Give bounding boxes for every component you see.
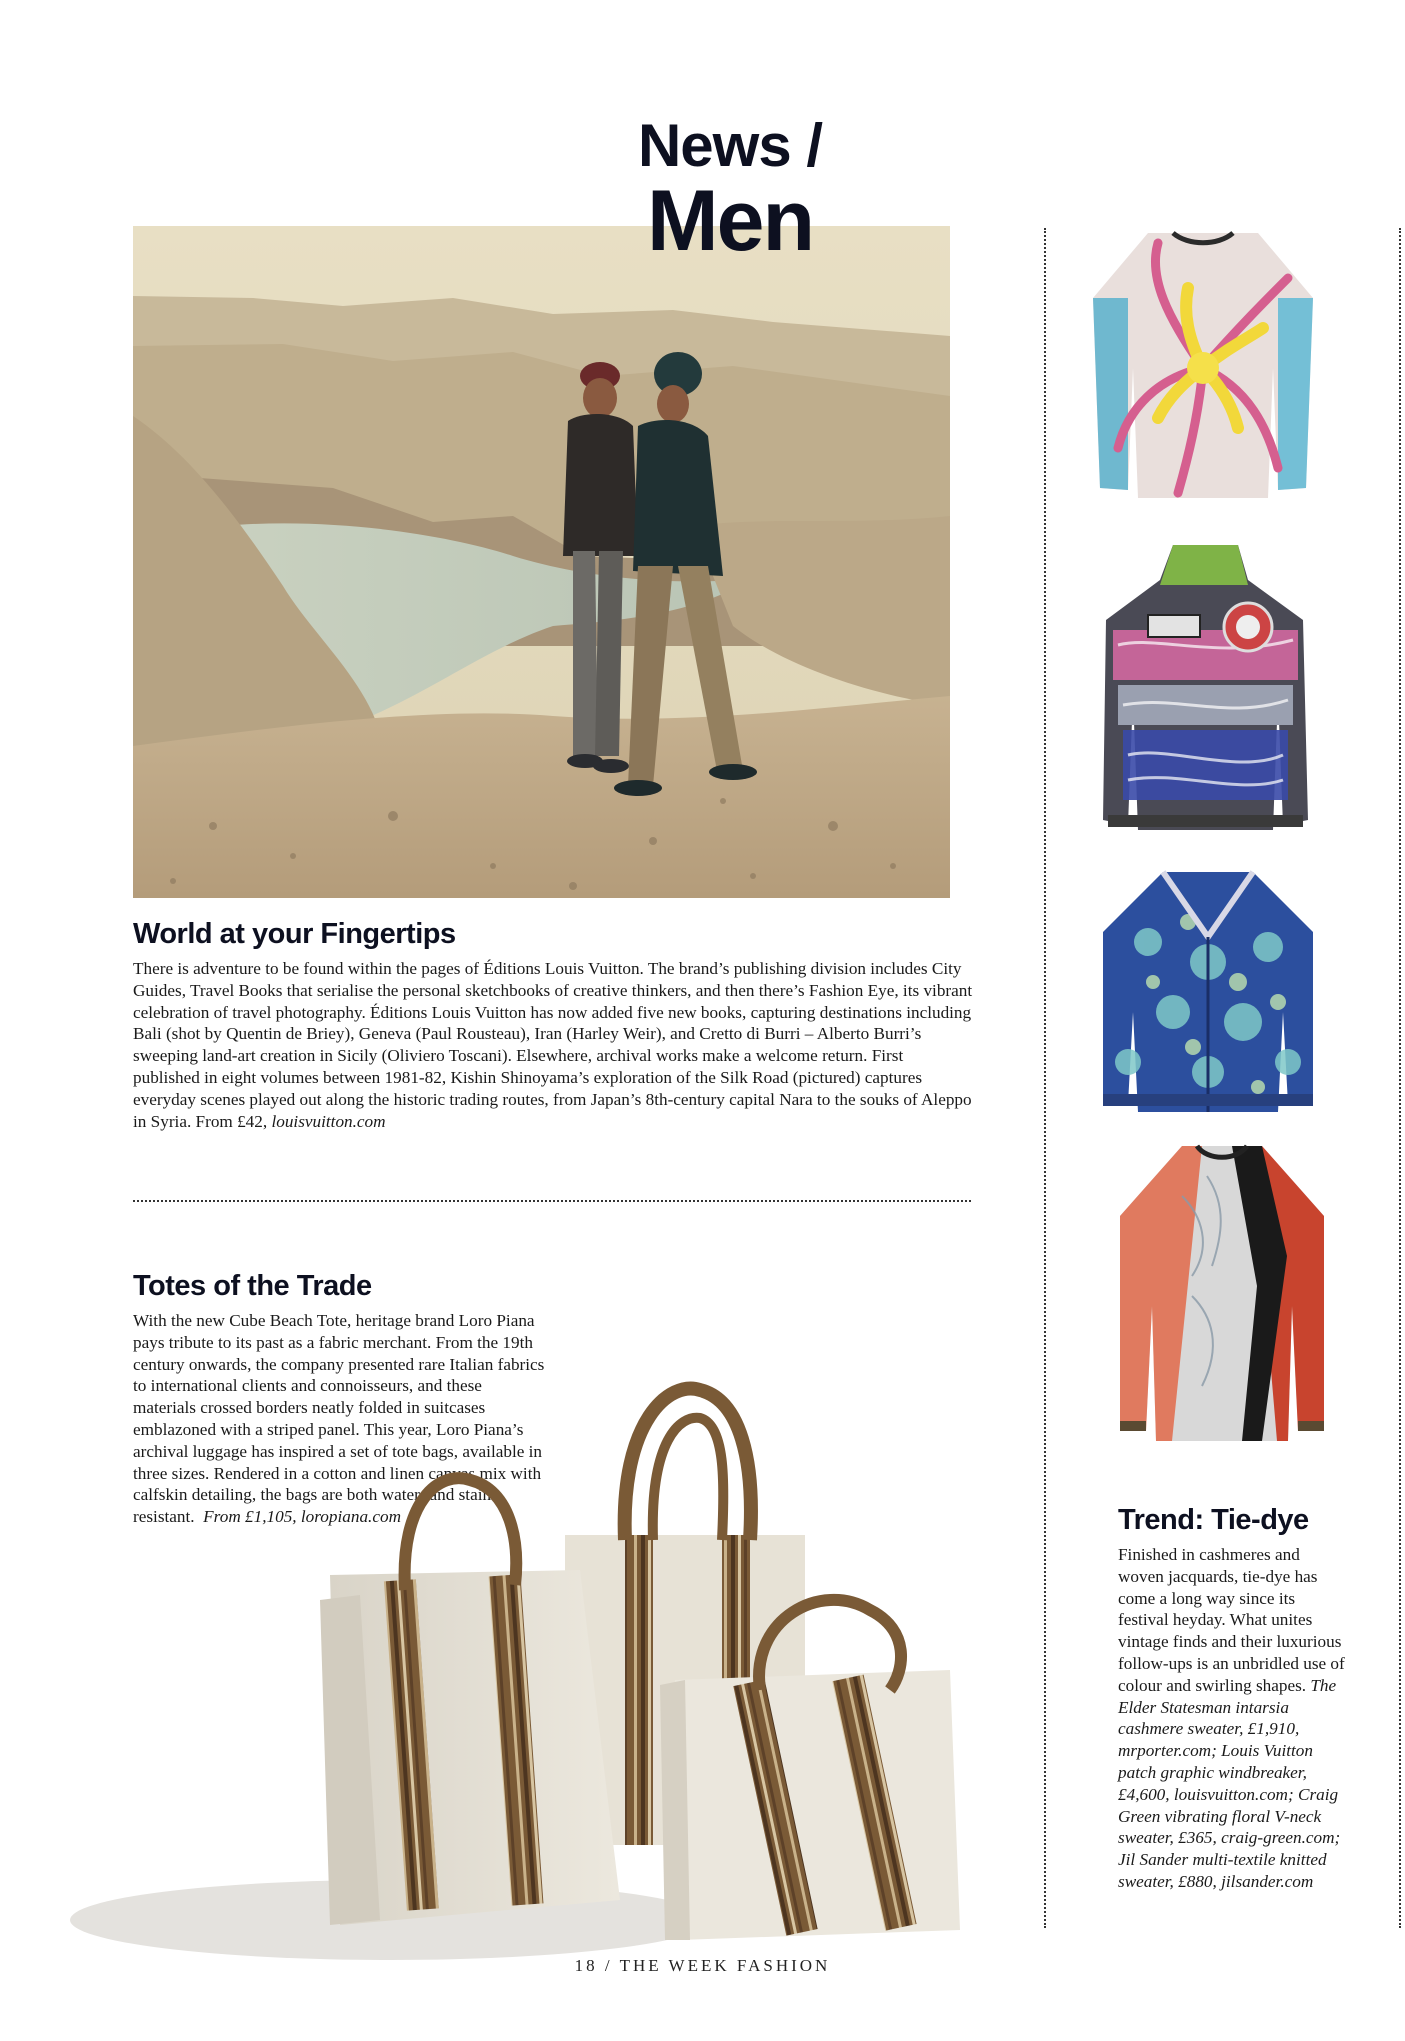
section-title-top: News / bbox=[637, 112, 823, 179]
elder-statesman-sweater-image bbox=[1088, 218, 1318, 508]
world-body-text: There is adventure to be found within the pages of Éditions Louis Vuitton. The brand’s publishing division includes City Guides, Travel Books that serialise the personal sketchbooks of creative thinkers, and then there’s Fashion Eye, its vibrant celebration of travel photography. Éditions Louis Vuitton has now added five new books, capturing destinations including Bali (shot by Quentin de Briey), Geneva (Paul Rousteau), Iran (Harley Weir), and Cretto di Burri – Alberto Burri’s sweeping land-art creation in Sicily (Oliviero Toscani). Elsewhere, archival works make a welcome return. First published in eight volumes between 1981-82, Kishin Shinoyama’s exploration of the Silk Road (pictured) captures everyday scenes played out along the historic trading routes, from Japan’s 8th-century capital Nara to the souks of Aleppo in Syria. From £42, bbox=[133, 959, 973, 1131]
world-body bbox=[133, 958, 973, 1132]
craig-green-sweater-image bbox=[1098, 862, 1318, 1122]
tie-dye-sweater-illustration bbox=[1088, 218, 1318, 508]
v-neck-sweater-illustration bbox=[1098, 862, 1318, 1122]
totes-headline: Totes of the Trade bbox=[133, 1270, 372, 1302]
vertical-divider-left bbox=[1044, 228, 1046, 1928]
tote-bags-illustration bbox=[60, 1380, 1010, 1965]
section-title bbox=[600, 112, 860, 269]
world-credit: louisvuitton.com bbox=[271, 1111, 386, 1131]
tiedye-headline: Trend: Tie-dye bbox=[1118, 1504, 1309, 1536]
section-title-bottom: Men bbox=[647, 173, 813, 269]
horizontal-divider bbox=[133, 1200, 971, 1202]
knitted-sweater-illustration bbox=[1112, 1136, 1332, 1448]
vertical-divider-right bbox=[1399, 228, 1401, 1928]
windbreaker-illustration bbox=[1098, 535, 1310, 840]
louis-vuitton-windbreaker-image bbox=[1098, 535, 1310, 840]
tiedye-body bbox=[1118, 1544, 1346, 1893]
silk-road-photo-illustration bbox=[133, 226, 950, 898]
tiedye-credit: The Elder Statesman intarsia cashmere sweater, £1,910, mrporter.com; Louis Vuitton patch graphic windbreaker, £4,600, louisvuitton.com; Craig Green vibrating floral V-neck sweater, £365, craig-green.com; Jil Sander multi-textile knitted sweater, £880, jilsander.com bbox=[1118, 1675, 1341, 1891]
totes-credit: From £1,105, loropiana.com bbox=[203, 1507, 401, 1527]
tote-bags-photo bbox=[60, 1380, 1010, 1965]
jil-sander-sweater-image bbox=[1112, 1136, 1332, 1448]
world-headline: World at your Fingertips bbox=[133, 918, 456, 950]
silk-road-photo bbox=[133, 226, 950, 898]
totes-body-text: With the new Cube Beach Tote, heritage brand Loro Piana pays tribute to its past as a fabric merchant. From the 19th century onwards, the company presented rare Italian fabrics to international clients and connoisseurs, and these materials crossed borders neatly folded in suitcases emblazoned with a striped panel. This year, Loro Piana’s archival luggage has inspired a set of tote bags, available in three sizes. Rendered in a cotton and linen canvas mix with calfskin detailing, the bags are both water- and stain-resistant. bbox=[133, 1311, 545, 1527]
page-folio: 18 / THE WEEK FASHION bbox=[574, 1956, 831, 1975]
tiedye-body-text: Finished in cashmeres and woven jacquards, tie-dye has come a long way since its festival heyday. What unites vintage finds and their luxurious follow-ups is an unbridled use of colour and swirling shapes. bbox=[1118, 1545, 1345, 1695]
